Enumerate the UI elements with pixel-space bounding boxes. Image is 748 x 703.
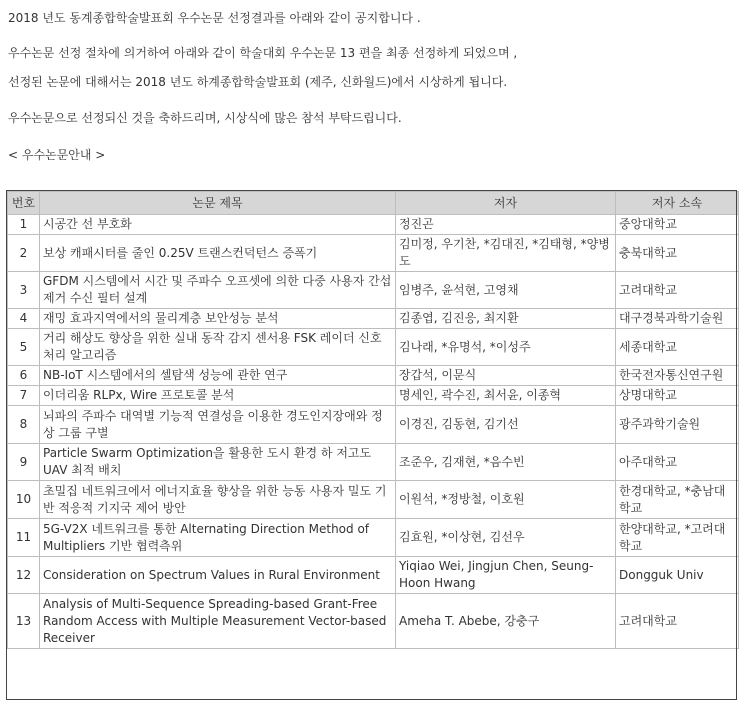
table-row: [8, 481, 739, 519]
table-row: [8, 444, 739, 481]
cell-title: Particle Swarm Optimization을 활용한 도시 환경 하 저고도 UAV 최적 배치: [40, 444, 396, 481]
cell-affiliation: 고려대학교: [616, 594, 739, 649]
cell-authors: 김나래, *유명석, *이성주: [396, 329, 616, 366]
table-row: [8, 272, 739, 309]
table-row: [8, 366, 739, 386]
table-header-row: [8, 192, 739, 215]
cell-affiliation: Dongguk Univ: [616, 557, 739, 594]
best-paper-table: [7, 191, 739, 649]
cell-authors: 조준우, 김재현, *음수빈: [396, 444, 616, 481]
cell-title: GFDM 시스템에서 시간 및 주파수 오프셋에 의한 다중 사용자 간섭 제거 수신 필터 설계: [40, 272, 396, 309]
cell-affiliation: 세종대학교: [616, 329, 739, 366]
cell-title: 뇌파의 주파수 대역별 기능적 연결성을 이용한 경도인지장애와 정상 그룹 구별: [40, 406, 396, 444]
cell-authors: 명세인, 곽수진, 최서윤, 이종혁: [396, 386, 616, 406]
cell-affiliation: 중앙대학교: [616, 215, 739, 235]
table-row: [8, 215, 739, 235]
cell-affiliation: 상명대학교: [616, 386, 739, 406]
cell-affiliation: 한양대학교, *고려대학교: [616, 519, 739, 557]
cell-num: 2: [8, 235, 40, 272]
intro-line-1: 2018 년도 동계종합학술발표회 우수논문 선정결과를 아래와 같이 공지합니다 .: [8, 11, 421, 25]
cell-affiliation: 아주대학교: [616, 444, 739, 481]
cell-authors: 이경진, 김동현, 김기선: [396, 406, 616, 444]
cell-authors: 이원석, *정방철, 이호원: [396, 481, 616, 519]
intro-line-3: 선정된 논문에 대해서는 2018 년도 하계종합학술발표회 (제주, 신화월드)에서 시상하게 됩니다.: [8, 75, 508, 89]
cell-title: 5G-V2X 네트워크를 통한 Alternating Direction Method of Multipliers 기반 협력측위: [40, 519, 396, 557]
cell-num: 4: [8, 309, 40, 329]
cell-authors: 장갑석, 이문식: [396, 366, 616, 386]
cell-affiliation: 충북대학교: [616, 235, 739, 272]
cell-affiliation: 광주과학기술원: [616, 406, 739, 444]
cell-title: 보상 캐패시터를 줄인 0.25V 트랜스컨덕턴스 증폭기: [40, 235, 396, 272]
cell-title: NB-IoT 시스템에서의 셀탐색 성능에 관한 연구: [40, 366, 396, 386]
table-row: [8, 235, 739, 272]
cell-authors: 김종엽, 김진응, 최지환: [396, 309, 616, 329]
cell-title: 이더리움 RLPx, Wire 프로토콜 분석: [40, 386, 396, 406]
header-title: 논문 제목: [40, 192, 396, 215]
table-row: [8, 329, 739, 366]
table-row: [8, 386, 739, 406]
cell-title: 초밀집 네트워크에서 에너지효율 향상을 위한 능동 사용자 밀도 기반 적응적 기지국 제어 방안: [40, 481, 396, 519]
cell-num: 1: [8, 215, 40, 235]
cell-num: 12: [8, 557, 40, 594]
cell-num: 3: [8, 272, 40, 309]
cell-num: 6: [8, 366, 40, 386]
cell-num: 10: [8, 481, 40, 519]
intro-line-2: 우수논문 선정 절차에 의거하여 아래와 같이 학술대회 우수논문 13 편을 최종 선정하게 되었으며 ,: [8, 46, 518, 60]
table-row: [8, 309, 739, 329]
cell-num: 8: [8, 406, 40, 444]
cell-authors: 김미정, 우기찬, *김대진, *김태형, *양병도: [396, 235, 616, 272]
table-row: [8, 406, 739, 444]
cell-affiliation: 고려대학교: [616, 272, 739, 309]
header-num: 번호: [8, 192, 40, 215]
cell-num: 9: [8, 444, 40, 481]
cell-num: 11: [8, 519, 40, 557]
intro-line-5: < 우수논문안내 >: [8, 148, 106, 162]
intro-line-4: 우수논문으로 선정되신 것을 축하드리며, 시상식에 많은 참석 부탁드립니다.: [8, 111, 402, 125]
cell-authors: Ameha T. Abebe, 강충구: [396, 594, 616, 649]
cell-authors: 임병주, 윤석현, 고영채: [396, 272, 616, 309]
cell-title: 재밍 효과지역에서의 물리계층 보안성능 분석: [40, 309, 396, 329]
cell-title: 거리 해상도 향상을 위한 실내 동작 감지 센서용 FSK 레이더 신호처리 알고리즘: [40, 329, 396, 366]
header-affiliation: 저자 소속: [616, 192, 739, 215]
cell-authors: 정진곤: [396, 215, 616, 235]
table-row: [8, 519, 739, 557]
table-row: [8, 594, 739, 649]
cell-affiliation: 한경대학교, *충남대학교: [616, 481, 739, 519]
cell-title: Analysis of Multi-Sequence Spreading-based Grant-Free Random Access with Multiple Measurement Vector-based Receiver: [40, 594, 396, 649]
cell-authors: Yiqiao Wei, Jingjun Chen, Seung-Hoon Hwang: [396, 557, 616, 594]
cell-affiliation: 한국전자통신연구원: [616, 366, 739, 386]
cell-title: 시공간 선 부호화: [40, 215, 396, 235]
cell-title: Consideration on Spectrum Values in Rural Environment: [40, 557, 396, 594]
cell-num: 13: [8, 594, 40, 649]
cell-num: 5: [8, 329, 40, 366]
cell-authors: 김효원, *이상현, 김선우: [396, 519, 616, 557]
cell-affiliation: 대구경북과학기술원: [616, 309, 739, 329]
cell-num: 7: [8, 386, 40, 406]
table-row: [8, 557, 739, 594]
header-authors: 저자: [396, 192, 616, 215]
